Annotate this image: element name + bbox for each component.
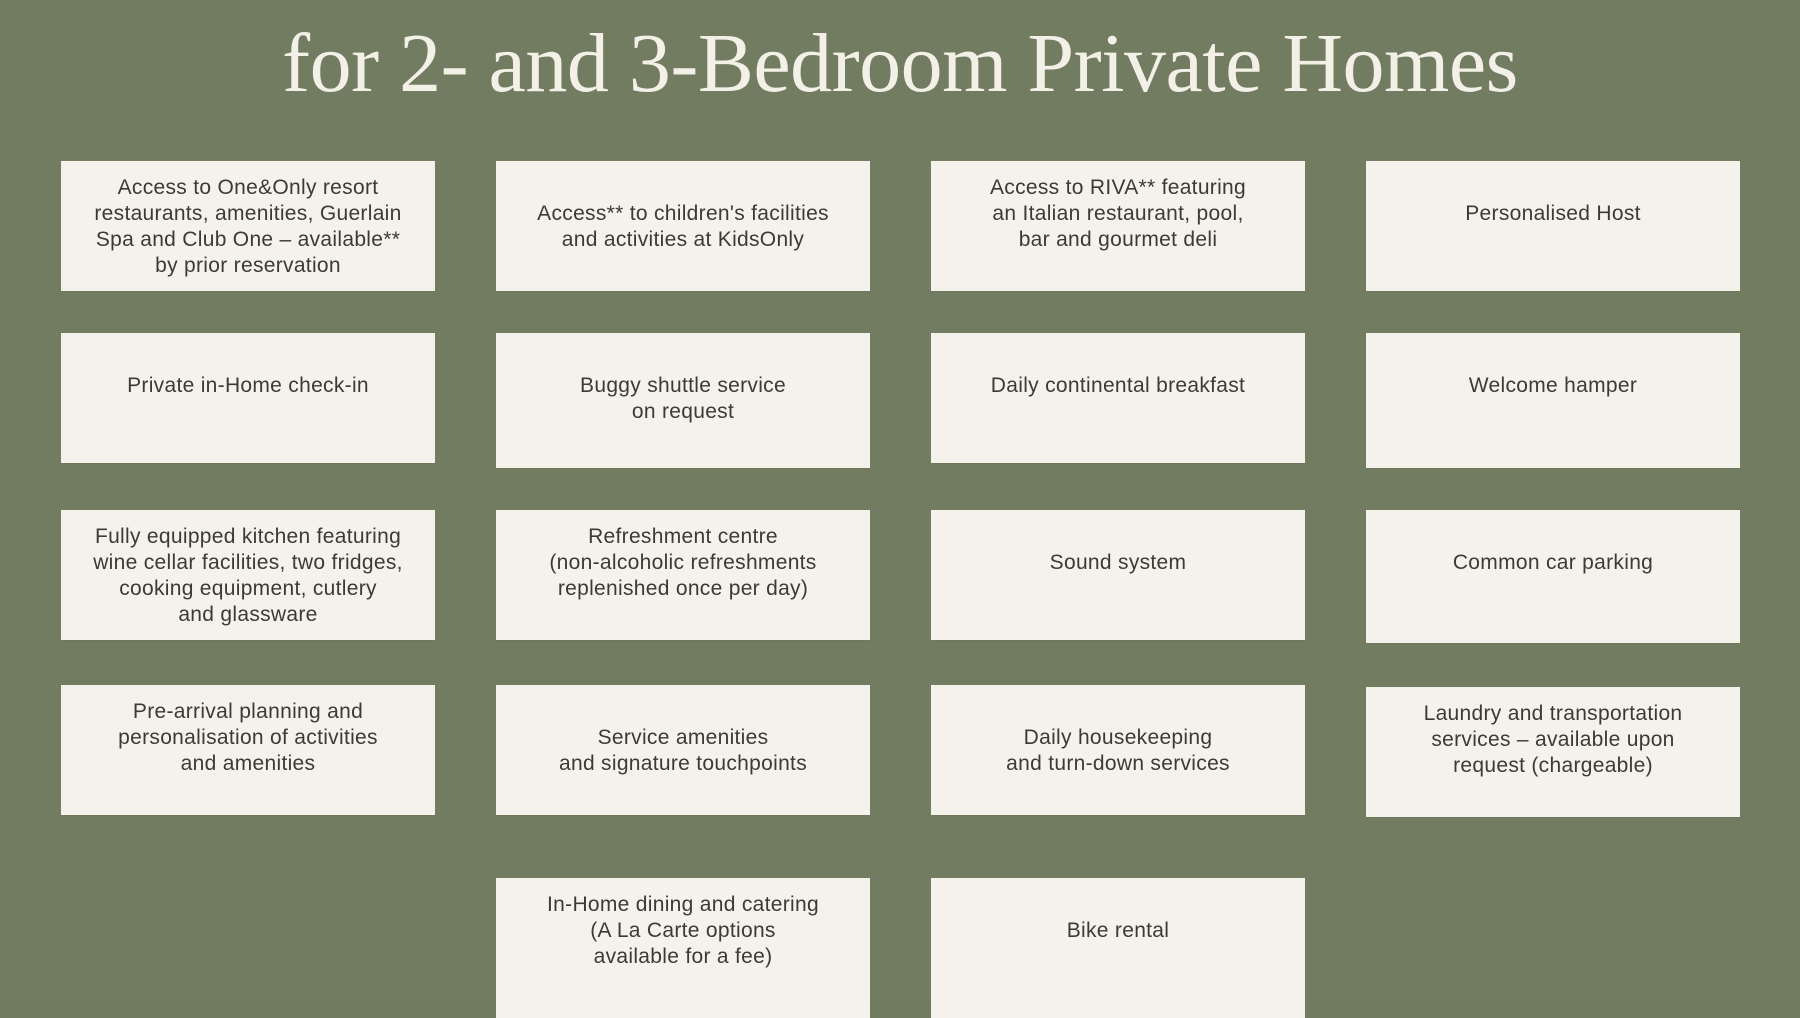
amenity-text: Daily housekeeping and turn-down services	[1006, 726, 1230, 775]
amenity-card-sound-system	[931, 510, 1305, 640]
amenity-card-kidsonly	[496, 161, 870, 291]
amenity-card-riva	[931, 161, 1305, 291]
amenity-text: Refreshment centre (non-alcoholic refreshments replenished once per day)	[549, 525, 817, 600]
amenity-card-resort-access	[61, 161, 435, 291]
amenity-card-bike-rental	[931, 878, 1305, 1018]
amenity-text: Bike rental	[1066, 919, 1170, 942]
amenity-text: Welcome hamper	[1468, 374, 1638, 397]
amenity-text: Laundry and transportation services – available upon request (chargeable)	[1423, 702, 1683, 777]
amenity-card-refreshment-centre	[496, 510, 870, 640]
amenity-text: Fully equipped kitchen featuring wine cellar facilities, two fridges, cooking equipment, cutlery and glassware	[93, 525, 403, 626]
amenity-card-pre-arrival	[61, 685, 435, 815]
amenity-text: Sound system	[1049, 551, 1187, 574]
amenity-text: Personalised Host	[1465, 202, 1641, 225]
amenity-card-breakfast	[931, 333, 1305, 463]
amenity-text: Buggy shuttle service on request	[580, 374, 786, 423]
amenity-text: Access to One&Only resort restaurants, amenities, Guerlain Spa and Club One – available** by prior reservation	[94, 176, 402, 277]
amenity-card-laundry	[1366, 687, 1740, 817]
amenity-card-welcome-hamper	[1366, 333, 1740, 468]
amenity-text: Access to RIVA** featuring an Italian restaurant, pool, bar and gourmet deli	[989, 176, 1247, 251]
amenity-card-in-home-dining	[496, 878, 870, 1018]
amenity-text: In-Home dining and catering (A La Carte options available for a fee)	[547, 893, 819, 968]
amenity-text: Daily continental breakfast	[990, 374, 1246, 397]
amenity-card-check-in	[61, 333, 435, 463]
amenity-card-housekeeping	[931, 685, 1305, 815]
amenity-card-personalised-host	[1366, 161, 1740, 291]
amenity-text: Common car parking	[1452, 551, 1654, 574]
amenity-text: Service amenities and signature touchpoints	[558, 726, 807, 775]
page-title: for 2- and 3-Bedroom Private Homes	[282, 17, 1518, 110]
amenity-card-service-amenities	[496, 685, 870, 815]
amenity-text: Pre-arrival planning and personalisation of activities and amenities	[118, 700, 378, 775]
amenity-text: Access** to children's facilities and activities at KidsOnly	[537, 202, 829, 251]
amenity-card-car-parking	[1366, 510, 1740, 643]
amenity-card-kitchen	[61, 510, 435, 640]
amenity-card-buggy-shuttle	[496, 333, 870, 468]
amenity-text: Private in-Home check-in	[127, 374, 369, 397]
